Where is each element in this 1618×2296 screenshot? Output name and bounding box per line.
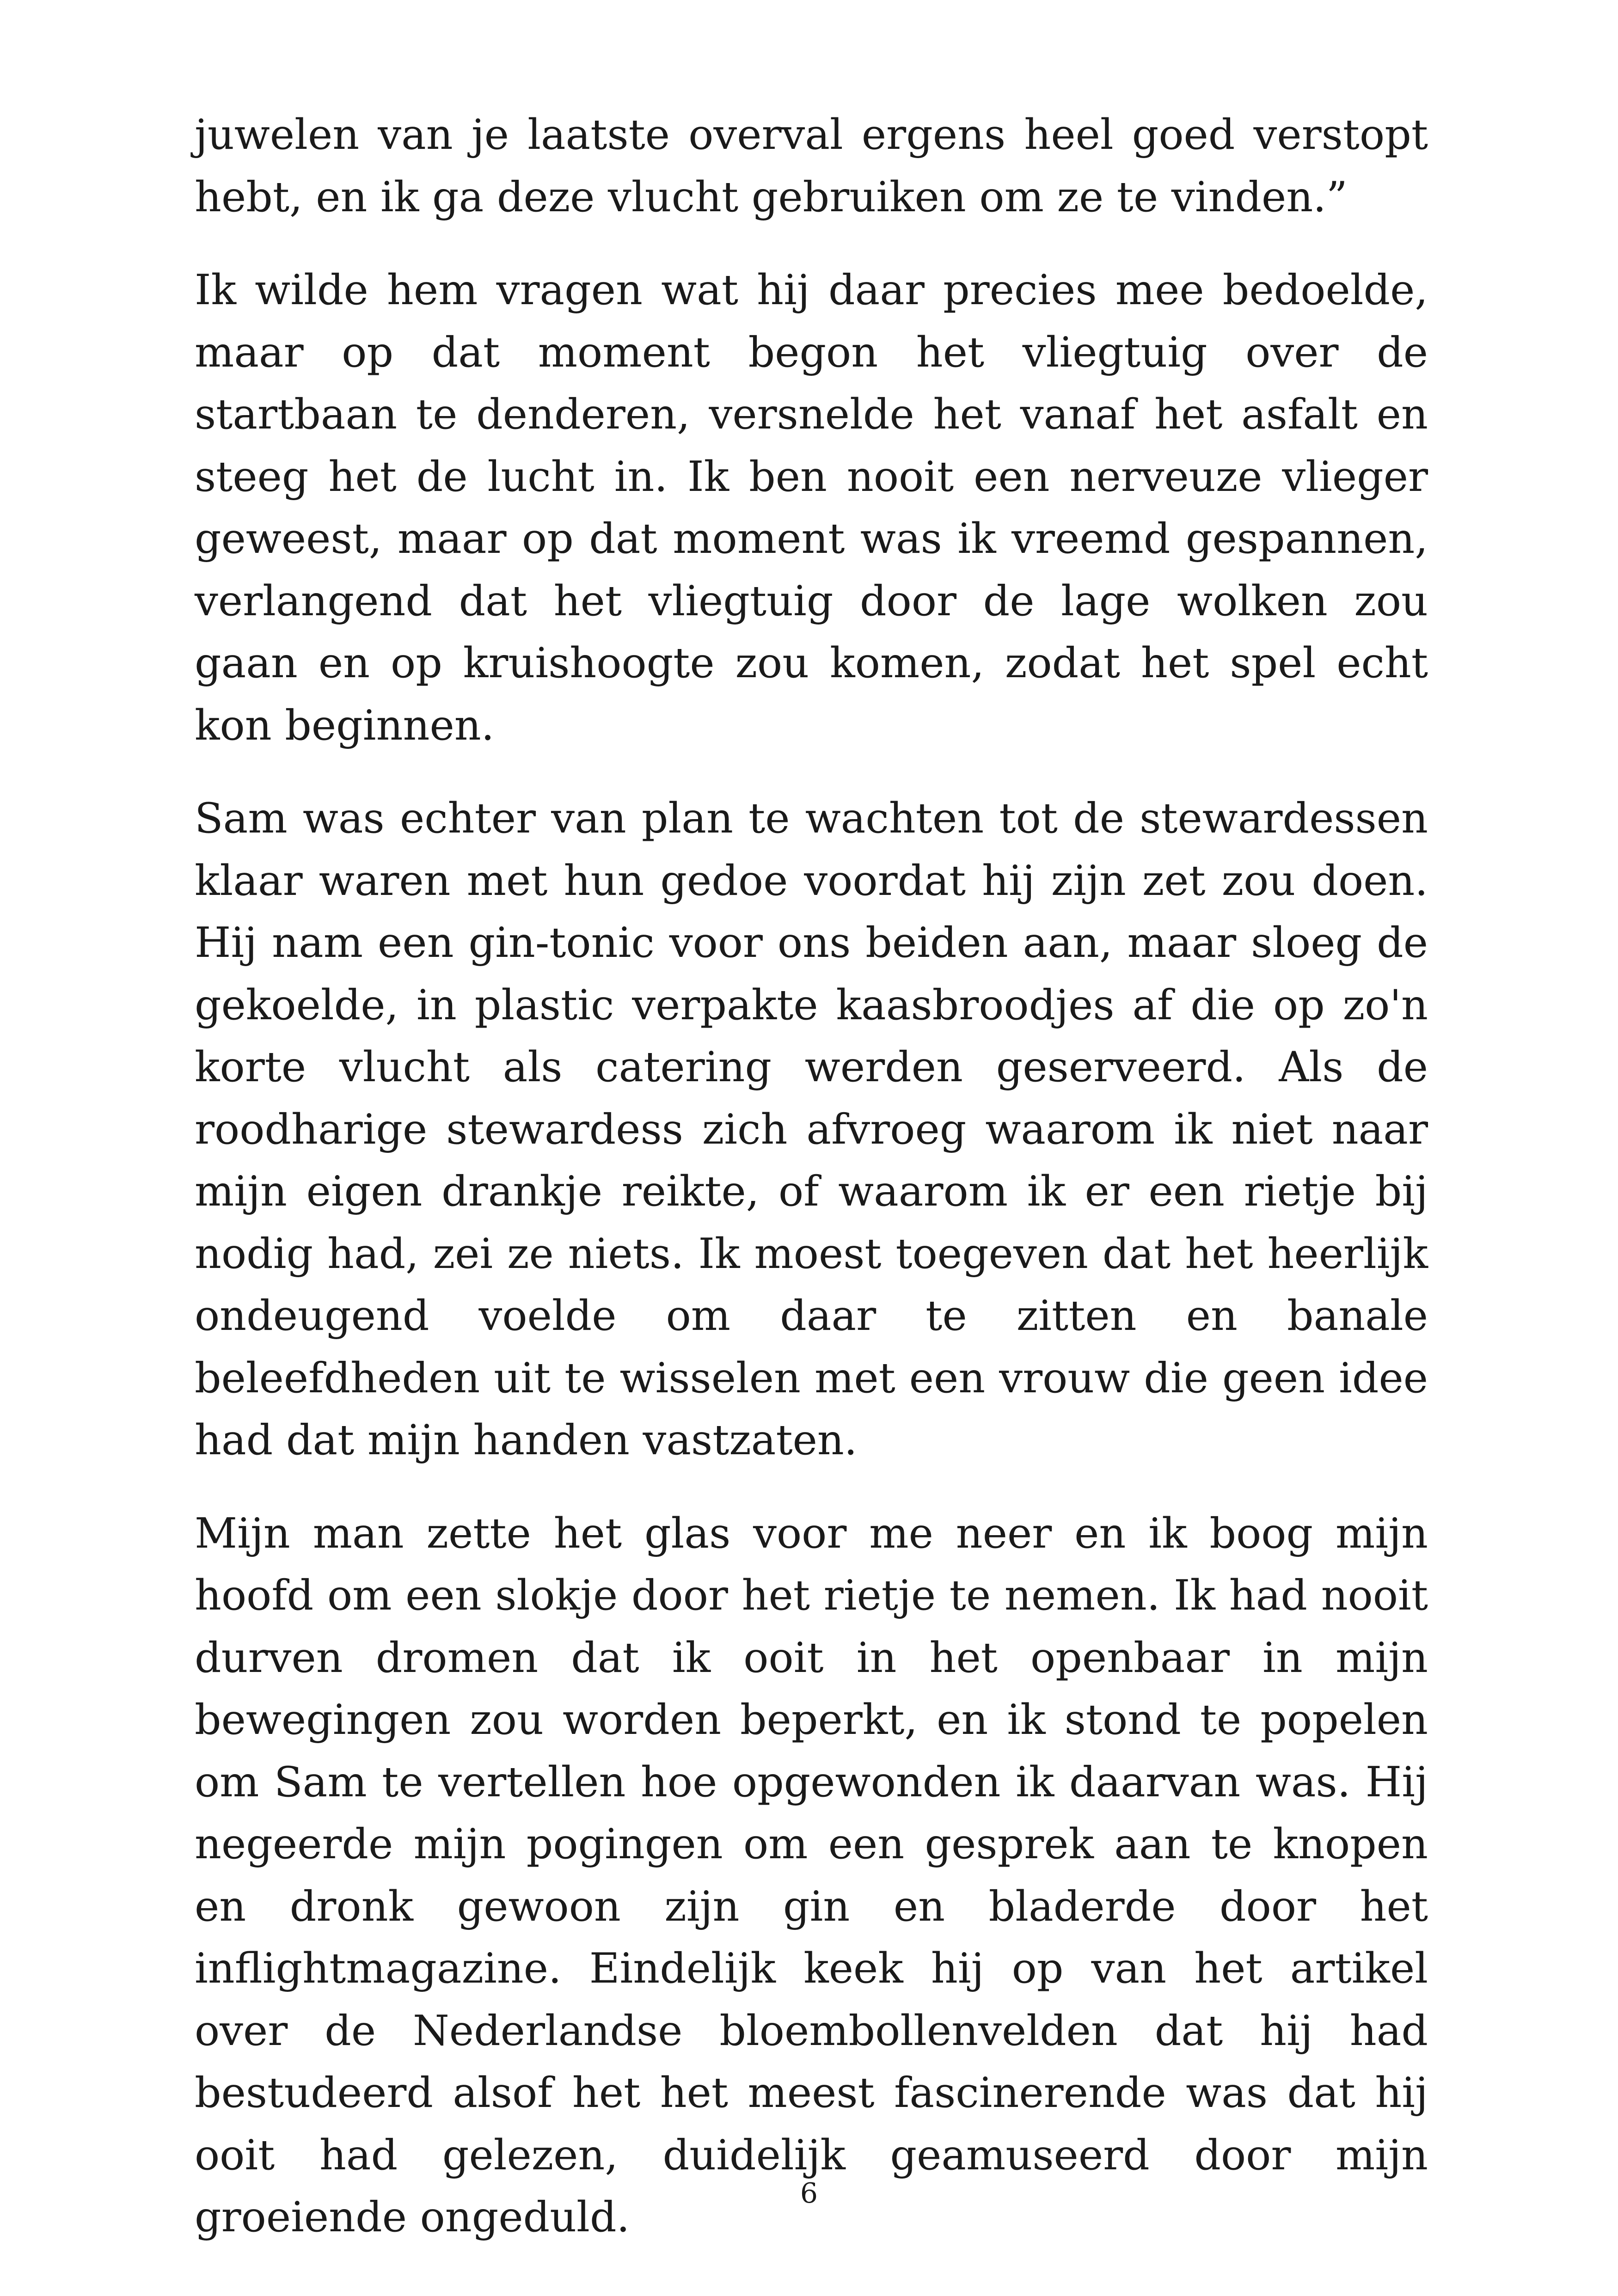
paragraph-4: Mijn man zette het glas voor me neer en ik boog mijn hoofd om een slokje door het rietje te nemen. Ik had nooit durven dromen dat ik ooit in het openbaar in mijn bewegingen zou worden beperkt, en ik stond te popelen om Sam te vertellen hoe opgewonden ik daarvan was. Hij negeerde mijn pogingen om een gesprek aan te knopen en dronk gewoon zijn gin en bladerde door het inflightmagazine. Eindelijk keek hij op van het artikel over de Nederlandse bloembollenvelden dat hij had bestudeerd alsof het het meest fascinerende was dat hij ooit had gelezen, duidelijk geamuseerd door mijn groeiende ongeduld. xyxy=(195,1509,1428,2241)
paragraph-2: Ik wilde hem vragen wat hij daar precies mee bedoelde, maar op dat moment begon het vliegtuig over de startbaan te denderen, versnelde het vanaf het asfalt en steeg het de lucht in. Ik ben nooit een nerveuze vlieger geweest, maar op dat moment was ik vreemd gespannen, verlangend dat het vliegtuig door de lage wolken zou gaan en op kruishoogte zou komen, zodat het spel echt kon beginnen. xyxy=(195,266,1428,750)
body-text xyxy=(195,104,1428,2280)
paragraph-1: juwelen van je laatste overval ergens heel goed verstopt hebt, en ik ga deze vlucht gebruiken om ze te vinden.” xyxy=(195,110,1428,221)
paragraph-3: Sam was echter van plan te wachten tot de stewardessen klaar waren met hun gedoe voordat hij zijn zet zou doen. Hij nam een gin-tonic voor ons beiden aan, maar sloeg de gekoelde, in plastic verpakte kaasbroodjes af die op zo'n korte vlucht als catering werden geserveerd. Als de roodharige stewardess zich afvroeg waarom ik niet naar mijn eigen drankje reikte, of waarom ik er een rietje bij nodig had, zei ze niets. Ik moest toegeven dat het heerlijk ondeugend voelde om daar te zitten en banale beleefdheden uit te wisselen met een vrouw die geen idee had dat mijn handen vastzaten. xyxy=(195,794,1428,1464)
page-number: 6 xyxy=(800,2177,818,2210)
